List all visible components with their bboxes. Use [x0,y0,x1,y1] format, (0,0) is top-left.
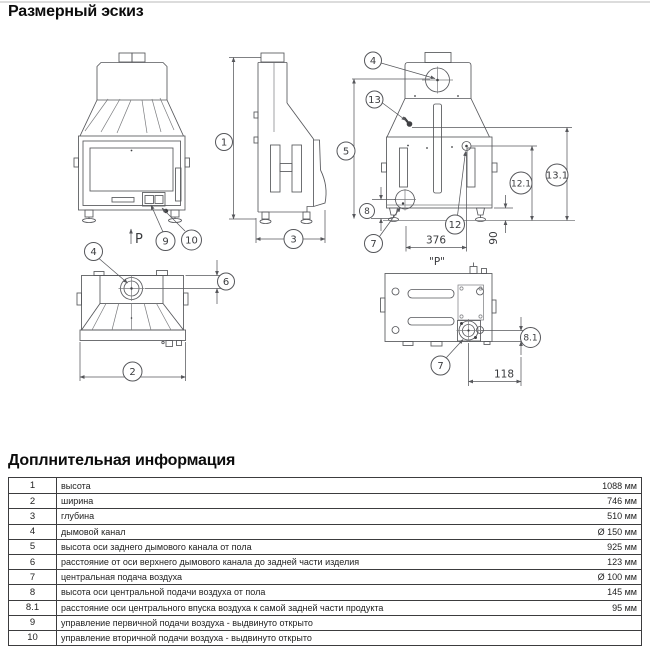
row-description: центральная подача воздуха [61,572,183,583]
row-description: расстояние оси центрального впуска воздуха к самой задней части продукта [61,602,384,613]
p-arrow-label: P [135,232,143,247]
callout-7-bottom [431,340,463,376]
callout-4-top [85,243,128,284]
dim-3 [256,210,325,249]
row-number: 2 [9,494,57,508]
row-value [637,616,641,630]
callout-2: 2 [129,367,136,378]
dim-12-1 [471,146,537,221]
air-inlet-item-7 [394,189,416,211]
hood-ribs [85,98,174,133]
view-p-title: "P" [429,256,445,268]
callout-12 [446,152,466,235]
table-row [9,569,641,584]
side-view [254,53,326,224]
svg-text:376: 376 [425,234,447,247]
row-number: 4 [9,525,57,539]
row-number: 7 [9,570,57,584]
central-air-inlet [457,319,482,342]
row-number: 3 [9,509,57,523]
table-row [9,584,641,599]
callout-8: 8 [364,207,370,217]
table-row [9,615,641,630]
row-description: дымовой канал [61,526,126,537]
sketch-section-title: Размерный эскиз [8,3,144,20]
table-row [9,600,641,615]
svg-text:7: 7 [370,239,377,250]
dim-8 [360,187,397,231]
bottom-view [381,263,497,347]
table-row [9,630,641,645]
row-value: Ø 100 мм [597,572,637,583]
table-row [9,524,641,539]
back-view [382,53,576,222]
row-number: 10 [9,631,57,645]
additional-info-table [8,477,642,646]
row-value: 95 мм [612,602,637,613]
info-section-title: Доплнительная информация [8,452,236,469]
row-description: управление вторичной подачи воздуха - выдвинуто открыто [61,632,312,643]
table-row [9,493,641,508]
callout-4-back [365,52,436,79]
svg-text:12: 12 [448,220,462,231]
callout-12-1: 12.1 [510,179,532,190]
dim-2 [80,342,186,381]
dim-376 [406,152,467,252]
p-direction-arrow [131,229,143,247]
dim-6 [145,260,235,304]
row-value: 123 мм [607,557,637,568]
svg-text:90: 90 [488,231,500,245]
front-view [74,53,190,223]
svg-text:4: 4 [369,56,377,67]
svg-text:7: 7 [437,361,444,372]
row-description: ширина [61,496,94,507]
callout-1: 1 [220,137,228,149]
row-value: 145 мм [607,587,637,598]
callout-13-1: 13.1 [545,170,569,182]
row-description: высота [61,480,91,491]
row-description: высота оси центральной подачи воздуха от пола [61,587,266,598]
table-row [9,478,641,493]
row-number: 8.1 [9,601,57,615]
row-number: 9 [9,616,57,630]
dim-5 [337,79,430,219]
svg-text:118: 118 [493,368,515,381]
svg-text:10: 10 [185,235,198,247]
callout-8-1: 8.1 [523,333,538,344]
table-row [9,539,641,554]
top-view [77,271,188,347]
row-value: Ø 150 мм [597,526,637,537]
row-description: расстояние от оси верхнего дымового канала до задней части изделия [61,557,360,568]
row-description: глубина [61,511,95,522]
callout-6: 6 [222,277,230,288]
row-number: 6 [9,555,57,569]
row-description: управление первичной подачи воздуха - выдвинуто открыто [61,617,313,628]
callout-3: 3 [290,234,297,246]
table-row [9,554,641,569]
row-number: 5 [9,540,57,554]
handle-item-13 [404,118,412,127]
row-value: 510 мм [607,511,637,522]
dim-118 [469,343,522,386]
row-number: 8 [9,585,57,599]
callout-5: 5 [342,146,350,158]
row-value: 746 мм [607,496,637,507]
row-value: 925 мм [607,541,637,552]
top-view-ribs [92,304,171,331]
svg-text:13: 13 [368,95,381,106]
row-number: 1 [9,478,57,493]
row-description: высота оси заднего дымового канала от пола [61,541,252,552]
bolt-item-12 [462,142,471,151]
svg-text:4: 4 [90,247,97,258]
row-value [637,631,641,645]
callout-13 [366,91,406,121]
table-row [9,508,641,523]
row-value: 1088 мм [602,480,637,491]
dim-8-1 [481,317,541,355]
svg-text:9: 9 [162,236,169,248]
